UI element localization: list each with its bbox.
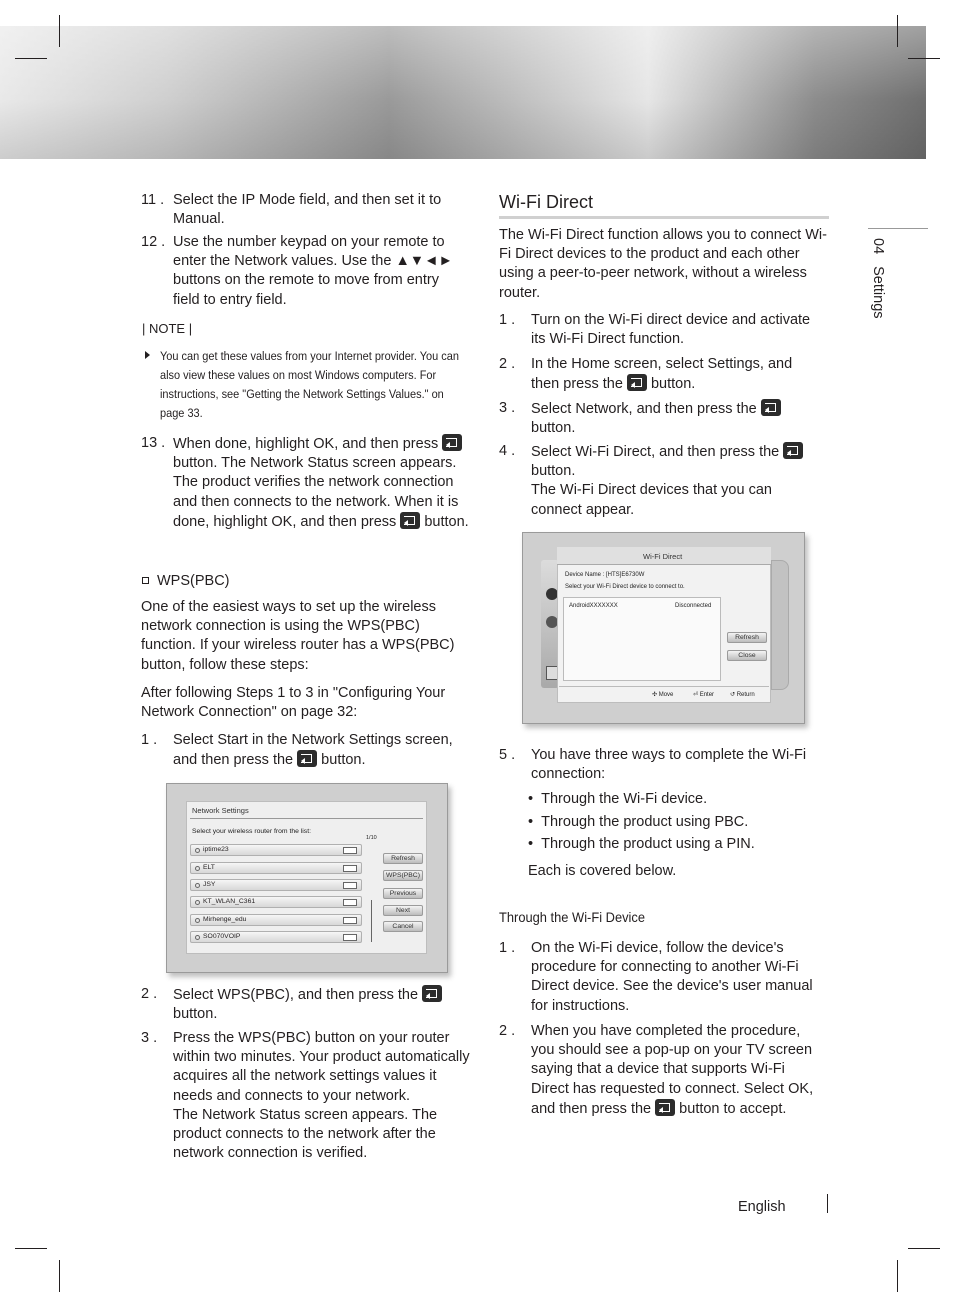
footer-divider — [827, 1194, 828, 1213]
dialog-footer-rule — [559, 686, 769, 687]
text: button to accept. — [675, 1100, 787, 1117]
bullet-arrow-icon — [145, 351, 150, 359]
ui-term: OK — [788, 1080, 810, 1097]
close-button[interactable]: Close — [727, 650, 767, 661]
crop-mark — [59, 15, 60, 47]
step-number: 13 . — [141, 435, 166, 451]
network-name: KT_WLAN_C361 — [203, 898, 256, 905]
previous-button[interactable]: Previous — [383, 888, 423, 899]
network-row[interactable] — [190, 914, 362, 926]
crop-mark — [908, 1248, 940, 1249]
wps-paragraph-1: One of the easiest ways to set up the wireless network connection is using the WPS(PBC) function. If your wireless router has a WPS(PBC) button, follow these steps: — [141, 599, 455, 673]
step-text: On the Wi-Fi device, follow the device's procedure for connecting to another Wi-Fi Direct device. See the device's user manual for instructions. — [531, 940, 813, 1014]
step-text: Turn on the Wi-Fi direct device and activate its Wi-Fi Direct function. — [531, 312, 811, 348]
lock-signal-icon — [343, 917, 357, 924]
prompt-text: Select your wireless router from the list: — [192, 828, 311, 835]
footer-language: English — [738, 1199, 786, 1215]
enter-button-icon — [422, 985, 442, 1002]
prompt-text: Select your Wi-Fi Direct device to connect to. — [565, 584, 685, 590]
text: button. — [317, 752, 366, 769]
ui-term: Network — [575, 401, 629, 417]
step-number: 2 . — [141, 986, 158, 1002]
nav-return — [730, 691, 755, 698]
network-name: Mirhenge_edu — [203, 916, 247, 923]
nav-label: Enter — [699, 692, 715, 698]
section-title: Wi-Fi Direct — [499, 192, 593, 212]
text: When you have completed the procedure, you should see a pop-up on your TV screen saying that a device that supports Wi-Fi Direct has requested to connect. Select — [531, 1023, 813, 1097]
text: . — [220, 211, 225, 228]
dialog-title: Wi-Fi Direct — [643, 552, 683, 561]
text: button. — [531, 420, 576, 437]
move-arrows-icon: ✣ — [652, 692, 659, 698]
wifi-icon — [195, 918, 200, 923]
enter-button-icon — [761, 399, 781, 416]
text: When done, highlight — [173, 436, 314, 452]
network-row[interactable] — [190, 862, 362, 874]
step-text: You have three ways to complete the Wi-Fi connection: — [531, 747, 807, 783]
bullet-dot: • — [528, 814, 542, 830]
lock-signal-icon — [343, 882, 357, 889]
lock-signal-icon — [343, 865, 357, 872]
text: The Wi-Fi Direct devices that you can connect appear. — [531, 482, 772, 518]
step-number: 11 . — [141, 192, 165, 208]
right-edge-decoration — [771, 560, 789, 690]
page-indicator: 1/10 — [366, 835, 377, 841]
refresh-button[interactable]: Refresh — [383, 853, 423, 864]
checkbox-bullet-icon — [142, 577, 149, 584]
cancel-button[interactable]: Cancel — [383, 921, 423, 932]
network-name: iptime23 — [203, 846, 229, 853]
chapter-tab — [870, 238, 886, 319]
text: Select the — [173, 192, 242, 208]
next-button[interactable]: Next — [383, 905, 423, 916]
ui-term: Settings — [707, 356, 760, 372]
lock-signal-icon — [343, 899, 357, 906]
crop-mark — [15, 1248, 47, 1249]
bullet-dot: • — [528, 791, 542, 807]
text: In the Home screen, select — [531, 356, 708, 372]
text: button. — [173, 1006, 218, 1023]
step-number: 1 . — [499, 312, 516, 328]
text: , and then press the — [628, 401, 761, 417]
wifi-icon — [195, 900, 200, 905]
chapter-number: 04 — [870, 238, 886, 255]
wps-heading — [142, 573, 230, 589]
text: Select — [531, 444, 576, 460]
network-row[interactable] — [190, 844, 362, 856]
enter-button-icon — [655, 1099, 675, 1116]
lock-signal-icon — [343, 847, 357, 854]
text: , and then press the — [651, 444, 784, 460]
enter-button-icon — [400, 512, 420, 529]
step-number: 4 . — [499, 443, 516, 459]
wifi-icon — [195, 883, 200, 888]
refresh-button[interactable]: Refresh — [727, 632, 767, 643]
note-label: | NOTE | — [142, 321, 193, 336]
step-number: 3 . — [141, 1030, 158, 1046]
enter-button-icon — [783, 442, 803, 459]
device-list — [563, 597, 721, 681]
bullet-text: Through the product using a PIN. — [541, 836, 755, 852]
network-name: JSY — [203, 881, 216, 888]
step-number: 12 . — [141, 234, 166, 250]
wifi-icon — [195, 848, 200, 853]
text: button. — [420, 513, 469, 530]
scrollbar[interactable] — [371, 900, 372, 942]
step-text: Use the number keypad on your remote to enter the Network values. Use the ▲▼◄► buttons on the remote to move from entry field to entry field. — [173, 234, 453, 308]
device-entry-name[interactable]: AndroidXXXXXXX — [569, 603, 618, 609]
step-number: 5 . — [499, 747, 516, 763]
covered-text: Each is covered below. — [528, 863, 677, 879]
enter-button-icon — [297, 750, 317, 767]
text: Select — [531, 401, 576, 417]
crop-mark — [897, 1260, 898, 1292]
panel-title: Network Settings — [192, 806, 249, 815]
lock-signal-icon — [343, 934, 357, 941]
ui-term: Start — [217, 732, 248, 748]
ui-term: WPS(PBC) — [238, 1030, 311, 1046]
step-number: 2 . — [499, 1023, 516, 1039]
bullet-item — [528, 835, 755, 854]
ui-term: WPS(PBC) — [217, 987, 290, 1003]
heading-text: WPS(PBC) — [157, 573, 230, 589]
text: , and then press the — [531, 1080, 814, 1117]
device-name-text: Device Name : [HTS]E6730W — [565, 572, 645, 578]
network-name: ELT — [203, 864, 215, 871]
bullet-item — [528, 813, 748, 832]
chapter-label: Settings — [870, 266, 886, 319]
text: , and then press the — [531, 356, 793, 393]
nav-label: Return — [736, 692, 755, 698]
text: button. — [531, 463, 576, 480]
ui-term: OK — [271, 513, 293, 530]
crop-mark — [59, 1260, 60, 1292]
text: , and then press the — [289, 987, 423, 1003]
text: button. The Network Status screen appears. The product verifies the network connection and then connects to the network. When it is done, highlight — [173, 455, 459, 530]
nav-move — [652, 691, 673, 698]
wps-pbc-button[interactable]: WPS(PBC) — [383, 870, 423, 881]
ui-term: OK — [313, 436, 335, 452]
enter-icon: ⏎ — [693, 692, 700, 698]
text: , and then press — [334, 436, 443, 452]
subsection-heading: Through the Wi-Fi Device — [499, 909, 646, 925]
network-row[interactable] — [190, 931, 362, 943]
network-row[interactable] — [190, 879, 362, 891]
text: The Network Status screen appears. The product connects to the network after the network connection is verified. — [173, 1106, 438, 1162]
network-name: SO070VOIP — [203, 933, 241, 940]
enter-button-icon — [442, 434, 462, 451]
enter-button-icon — [627, 374, 647, 391]
text: Select — [173, 987, 218, 1003]
bullet-item — [528, 790, 707, 809]
section-rule — [499, 216, 829, 219]
device-entry-status: Disconnected — [675, 603, 712, 609]
step-number: 1 . — [499, 940, 516, 956]
return-icon: ↺ — [730, 692, 737, 698]
text: in the Network Settings screen, and then press the — [173, 732, 453, 769]
text: Select — [173, 732, 218, 748]
text: button on your router within two minutes. Your product automatically acquires all the network settings values it needs and connects to your network. — [173, 1030, 470, 1104]
text: Press the — [173, 1030, 239, 1046]
wifi-icon — [195, 935, 200, 940]
intro-paragraph: The Wi-Fi Direct function allows you to connect Wi-Fi Direct devices to the product and each other using a peer-to-peer network, without a wireless router. — [499, 227, 827, 301]
nav-enter — [693, 691, 714, 698]
step-number: 3 . — [499, 400, 516, 416]
text: field, and then set it to — [295, 192, 442, 208]
wps-paragraph-2: After following Steps 1 to 3 in "Configuring Your Network Connection" on page 32: — [141, 685, 446, 721]
nav-label: Move — [658, 692, 674, 698]
crop-mark — [15, 58, 47, 59]
side-rule — [868, 228, 928, 229]
bullet-dot: • — [528, 836, 542, 852]
crop-mark — [908, 58, 940, 59]
title-rule — [190, 818, 423, 819]
bullet-text: Through the Wi-Fi device. — [541, 791, 708, 807]
ui-term: Manual — [173, 211, 221, 228]
header-banner — [0, 26, 926, 159]
text: , and then press — [292, 513, 401, 530]
network-row[interactable] — [190, 896, 362, 908]
text: button. — [646, 376, 696, 393]
crop-mark — [897, 15, 898, 47]
step-number: 2 . — [499, 356, 516, 372]
ui-term: Wi-Fi Direct — [575, 444, 652, 460]
note-text: You can get these values from your Internet provider. You can also view these values on most Windows computers. For instructions, see "Getting the Network Settings Values." on page 33. — [160, 349, 459, 420]
bullet-text: Through the product using PBC. — [541, 814, 749, 830]
ui-term: IP Mode — [241, 192, 296, 208]
step-number: 1 . — [141, 732, 158, 748]
wifi-icon — [195, 866, 200, 871]
